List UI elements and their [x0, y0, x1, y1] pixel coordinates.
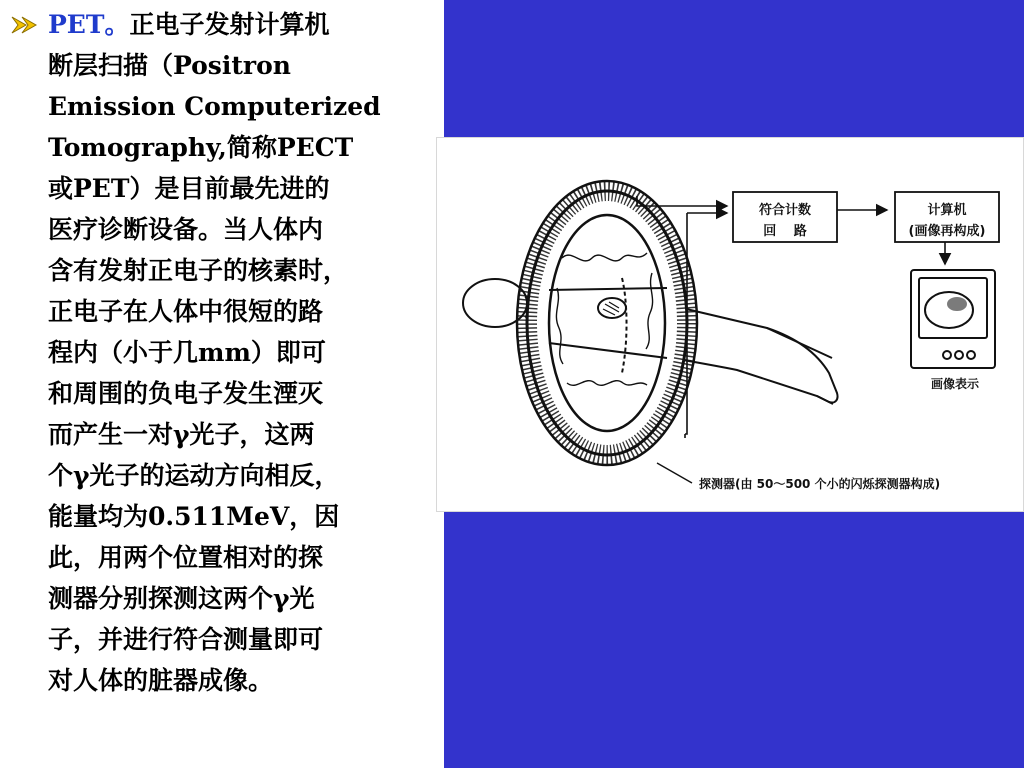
paragraph-line-text: 正电子发射计算机 [129, 10, 330, 39]
paragraph-line: 断层扫描（Positron [48, 51, 291, 80]
caption-leader [657, 463, 692, 483]
paragraph-line: Emission Computerized [48, 92, 381, 121]
coincidence-box-line1: 符合计数 [758, 203, 812, 218]
pet-scanner-diagram [436, 137, 1024, 512]
display-monitor-icon [911, 270, 995, 368]
paragraph-line: 医疗诊断设备。当人体内 [48, 215, 324, 244]
paragraph-line: 测器分别探测这两个γ光 [48, 584, 315, 613]
detector-ring [517, 181, 697, 465]
diagram-drawing [437, 138, 1024, 513]
paragraph-line: 或PET）是目前最先进的 [48, 174, 330, 203]
body-paragraph [48, 4, 428, 701]
text-panel [0, 0, 444, 768]
paragraph-line: 个γ光子的运动方向相反， [48, 461, 340, 490]
paragraph-line: Tomography,简称PECT [48, 133, 354, 162]
paragraph-line: 正电子在人体中很短的路 [48, 297, 324, 326]
paragraph-line: 此，用两个位置相对的探 [48, 543, 324, 572]
paragraph-line: 能量均为0.511MeV，因 [48, 502, 340, 531]
paragraph-line: 含有发射正电子的核素时， [48, 256, 349, 285]
paragraph-line [48, 4, 428, 45]
paragraph-line: 程内（小于几mm）即可 [48, 338, 326, 367]
coincidence-box-line2: 回 路 [763, 224, 807, 239]
paragraph-line: 和周围的负电子发生湮灭 [48, 379, 324, 408]
paragraph-line: 子，并进行符合测量即可 [48, 625, 324, 654]
display-label: 画像表示 [930, 377, 980, 391]
arrow-bullet-icon [10, 14, 40, 36]
computer-box-line1: 计算机 [927, 203, 967, 218]
detector-caption: 探测器(由 50～500 个小的闪烁探测器构成) [699, 477, 941, 491]
computer-box-line2: (画像再构成) [908, 224, 986, 239]
paragraph-line: 而产生一对γ光子，这两 [48, 420, 315, 449]
pet-heading: PET。 [48, 10, 130, 39]
paragraph-line: 对人体的脏器成像。 [48, 666, 274, 695]
